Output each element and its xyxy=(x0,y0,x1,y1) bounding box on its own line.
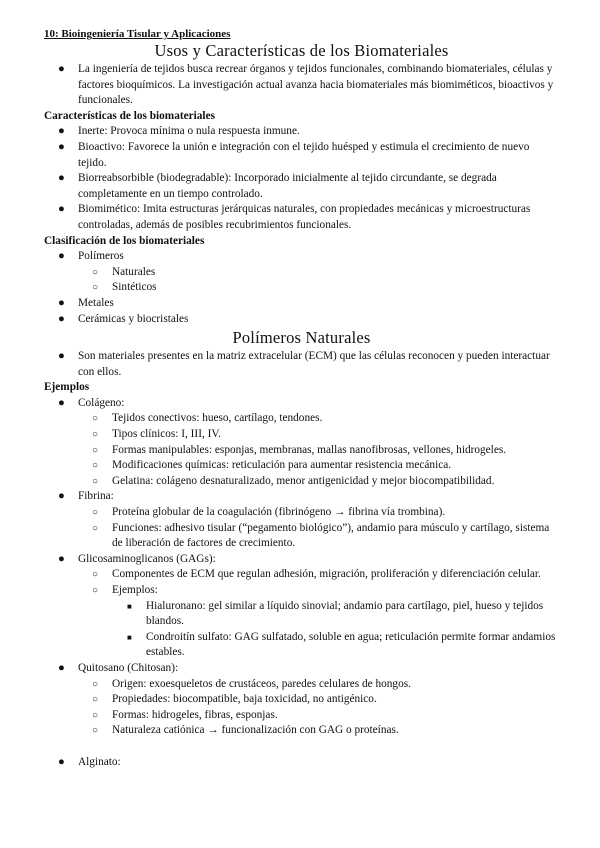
list-item xyxy=(44,312,559,328)
bullet-icon: ● xyxy=(58,490,65,503)
list-item xyxy=(78,723,559,739)
list-item xyxy=(78,677,559,693)
list-item-text: Propiedades: biocompatible, baja toxicidad, no antigénico. xyxy=(112,693,377,706)
document-page xyxy=(44,28,559,771)
bullet-icon: ■ xyxy=(127,601,132,611)
list-item-text: Inerte: Provoca mínima o nula respuesta inmune. xyxy=(78,125,300,138)
list-item xyxy=(78,427,559,443)
bullet-icon: ● xyxy=(58,661,65,674)
bullet-icon: ○ xyxy=(92,694,99,706)
list-item-text: Son materiales presentes en la matriz extracelular (ECM) que las células reconocen y pueden interactuar con ellos. xyxy=(78,350,550,378)
section-title-polimeros-naturales: Polímeros Naturales xyxy=(232,328,371,348)
bullet-icon: ● xyxy=(58,172,65,185)
heading-ejemplos: Ejemplos xyxy=(44,381,90,394)
bullet-icon: ● xyxy=(58,552,65,565)
list-item-fibrina xyxy=(44,489,559,551)
list-item-colageno xyxy=(44,396,559,490)
bullet-icon: ○ xyxy=(92,429,99,441)
list-item-text: Hialuronano: gel similar a líquido sinovial; andamio para cartílago, piel, hueso y tejidos blandos. xyxy=(146,599,544,628)
list-item xyxy=(44,296,559,312)
gags-sublist xyxy=(78,567,559,661)
heading-caracteristicas: Características de los biomateriales xyxy=(44,109,215,122)
list-item-text: Glicosaminoglicanos (GAGs): xyxy=(78,552,216,565)
list-item-text: Ejemplos: xyxy=(112,584,158,596)
bullet-icon: ○ xyxy=(92,444,99,456)
list-item xyxy=(78,692,559,708)
bullet-icon: ○ xyxy=(92,475,99,487)
bullet-icon: ● xyxy=(58,350,65,363)
polimeros-intro-list xyxy=(44,349,559,380)
list-item-text: Bioactivo: Favorece la unión e integración con el tejido huésped y estimula el crecimiento de nuevo tejido. xyxy=(78,140,530,169)
gags-ejemplos-sublist xyxy=(112,599,559,661)
list-item-text: Biorreabsorbible (biodegradable): Incorporado inicialmente al tejido circundante, se degrada completamente en un tiempo controlado. xyxy=(78,172,497,200)
bullet-icon: ● xyxy=(58,250,65,263)
bullet-icon: ○ xyxy=(92,460,99,472)
intro-list xyxy=(44,62,559,109)
polimeros-sublist xyxy=(78,265,559,296)
list-item xyxy=(78,474,559,490)
list-item xyxy=(44,62,559,109)
bullet-icon: ○ xyxy=(92,282,99,294)
list-item-text: Tipos clínicos: I, III, IV. xyxy=(112,428,221,441)
list-item xyxy=(44,171,559,202)
list-item xyxy=(78,458,559,474)
list-item-text: Sintéticos xyxy=(112,281,157,294)
document-title: 10: Bioingeniería Tisular y Aplicaciones xyxy=(44,28,231,40)
quitosano-sublist xyxy=(78,677,559,739)
bullet-icon: ○ xyxy=(92,585,99,596)
list-item-quitosano xyxy=(44,661,559,739)
alginato-list xyxy=(44,755,559,771)
bullet-icon: ● xyxy=(58,312,65,325)
list-item-text: Componentes de ECM que regulan adhesión, migración, proliferación y diferenciación celular. xyxy=(112,568,541,581)
bullet-icon: ○ xyxy=(92,569,99,581)
list-item xyxy=(78,280,559,296)
list-item-text: Formas: hidrogeles, fibras, esponjas. xyxy=(112,708,278,721)
list-item-text: Formas manipulables: esponjas, membranas, mallas nanofibrosas, vellones, hidrogeles. xyxy=(112,443,507,456)
list-item-text: Tejidos conectivos: hueso, cartílago, tendones. xyxy=(112,412,323,425)
bullet-icon: ○ xyxy=(92,522,99,534)
blank-line xyxy=(44,739,559,755)
list-item-text: Biomimético: Imita estructuras jerárquicas naturales, con propiedades mecánicas y microestructuras controladas, además de posibles recubrimientos funcionales. xyxy=(78,203,531,231)
bullet-icon: ■ xyxy=(127,632,132,642)
list-item-text: Origen: exoesqueletos de crustáceos, paredes celulares de hongos. xyxy=(112,677,411,690)
list-item-text: Fibrina: xyxy=(78,490,114,503)
list-item-text: La ingeniería de tejidos busca recrear órganos y tejidos funcionales, combinando biomateriales, células y factores bioquímicos. La investigación actual avanza hacia biomateriales más biomiméticos, bioactivos y funcionales. xyxy=(78,63,554,107)
list-item-text: Modificaciones químicas: reticulación para aumentar resistencia mecánica. xyxy=(112,459,452,472)
bullet-icon: ○ xyxy=(92,678,99,690)
list-item-text: Gelatina: colágeno desnaturalizado, menor antigenicidad y mejor biocompatibilidad. xyxy=(112,474,495,487)
colageno-sublist xyxy=(78,411,559,489)
list-item xyxy=(112,599,559,630)
list-item-text: Naturales xyxy=(112,265,156,278)
list-item xyxy=(44,349,559,380)
list-item xyxy=(44,249,559,296)
list-item xyxy=(78,505,559,521)
list-item-text: Quitosano (Chitosan): xyxy=(78,661,179,674)
list-item-alginato xyxy=(44,755,559,771)
list-item xyxy=(44,140,559,171)
ejemplos-list xyxy=(44,396,559,739)
list-item xyxy=(78,265,559,281)
list-item xyxy=(44,124,559,140)
list-item xyxy=(78,567,559,583)
bullet-icon: ○ xyxy=(92,725,99,737)
list-item-text: Naturaleza catiónica → funcionalización con GAG o proteínas. xyxy=(112,724,399,737)
bullet-icon: ○ xyxy=(92,266,99,278)
list-item-text: Condroitín sulfato: GAG sulfatado, soluble en agua; reticulación permite formar andamios estables. xyxy=(146,630,556,659)
caracteristicas-list xyxy=(44,124,559,233)
clasificacion-list xyxy=(44,249,559,327)
list-item-gags xyxy=(44,552,559,661)
bullet-icon: ● xyxy=(58,140,65,153)
bullet-icon: ○ xyxy=(92,507,99,519)
list-item-text: Alginato: xyxy=(78,755,121,768)
list-item-text: Proteína globular de la coagulación (fibrinógeno → fibrina vía trombina). xyxy=(112,506,446,519)
bullet-icon: ● xyxy=(58,63,65,75)
bullet-icon: ○ xyxy=(92,413,99,425)
list-item-text: Funciones: adhesivo tisular (“pegamento biológico”), andamio para músculo y cartílago, sistema de liberación de factores de crecimiento. xyxy=(112,521,550,550)
list-item xyxy=(78,443,559,459)
bullet-icon: ● xyxy=(58,203,65,216)
list-item-text: Metales xyxy=(78,296,114,309)
list-item xyxy=(78,411,559,427)
list-item xyxy=(44,202,559,233)
bullet-icon: ● xyxy=(58,125,65,138)
list-item xyxy=(78,708,559,724)
bullet-icon: ○ xyxy=(92,709,99,721)
list-item xyxy=(78,583,559,661)
list-item-text: Polímeros xyxy=(78,250,124,263)
bullet-icon: ● xyxy=(58,296,65,309)
bullet-icon: ● xyxy=(58,755,65,768)
section-title-usos: Usos y Características de los Biomateriales xyxy=(154,41,449,60)
bullet-icon: ● xyxy=(58,396,65,409)
list-item-text: Cerámicas y biocristales xyxy=(78,312,189,325)
fibrina-sublist xyxy=(78,505,559,552)
list-item-text: Colágeno: xyxy=(78,396,125,409)
list-item xyxy=(78,521,559,552)
heading-clasificacion: Clasificación de los biomateriales xyxy=(44,234,205,247)
list-item xyxy=(112,630,559,661)
